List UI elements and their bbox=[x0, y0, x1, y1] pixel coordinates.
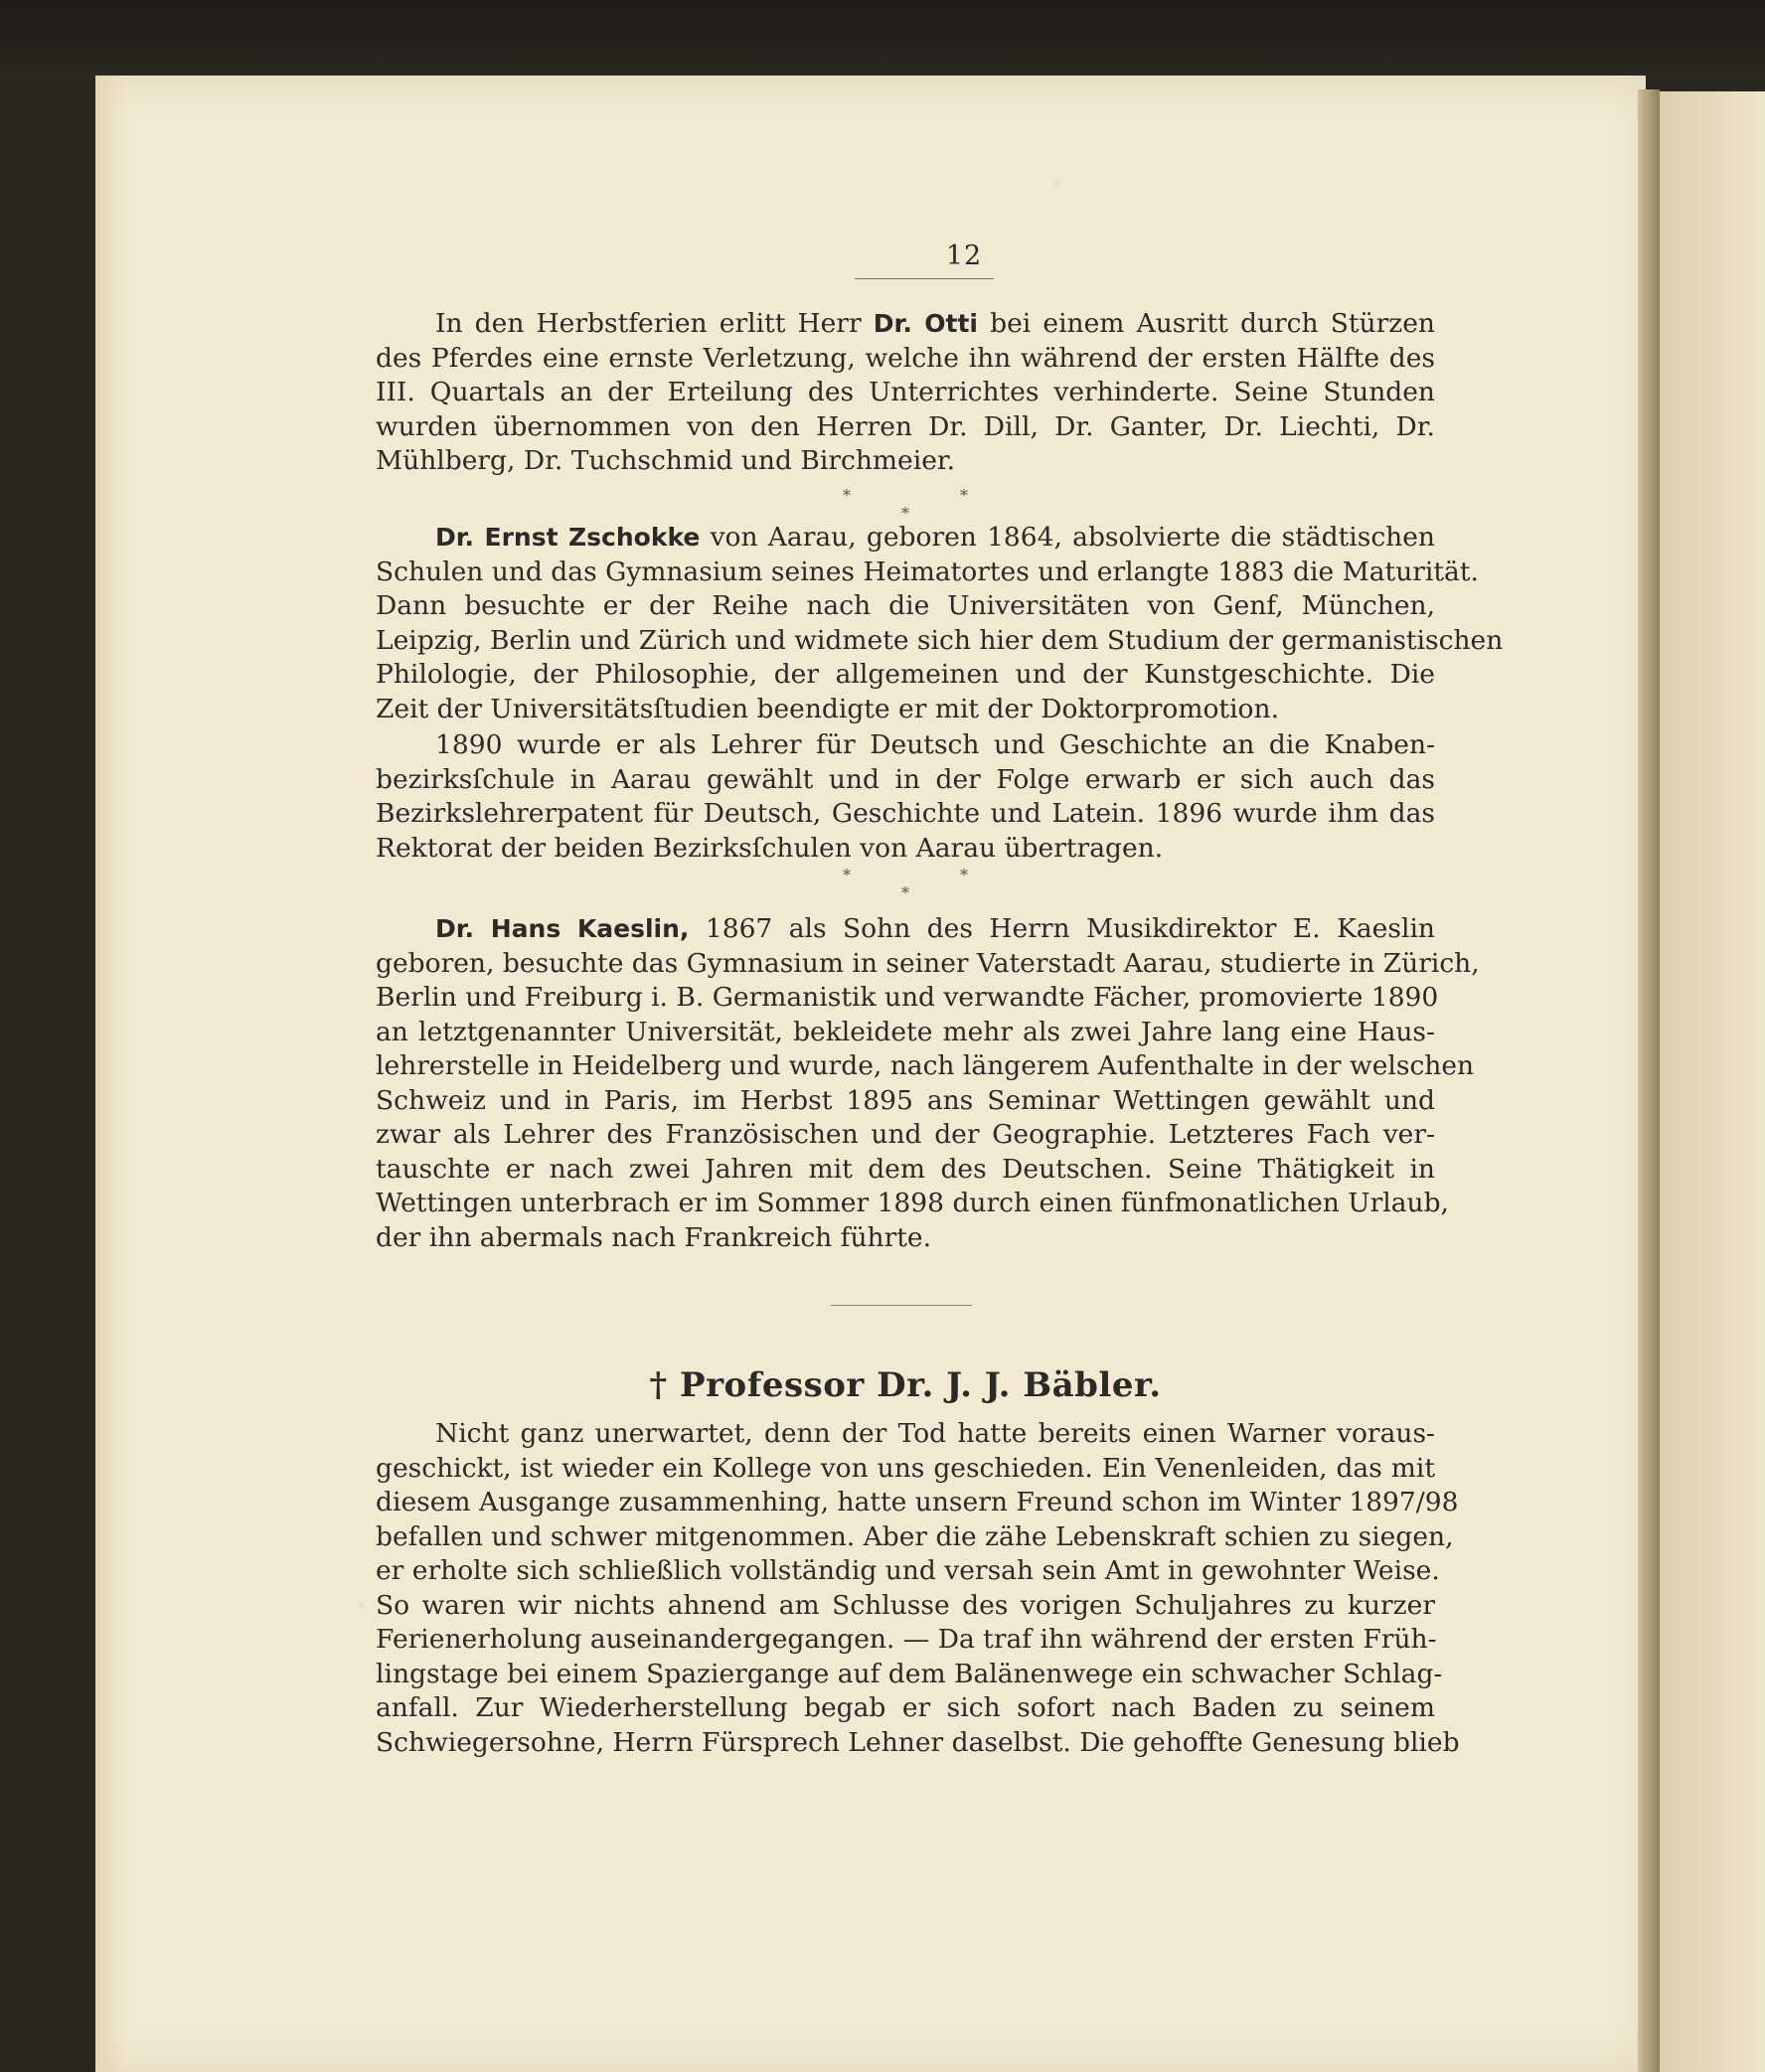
text-line: Schweiz und in Paris, im Herbst 1895 ans Seminar Wettingen gewählt und bbox=[376, 1084, 1435, 1116]
text-line: anfall. Zur Wiederherstellung begab er sich sofort nach Baden zu seinem bbox=[376, 1692, 1435, 1723]
text-line: lehrerstelle in Heidelberg und wurde, nach längerem Aufenthalte in der welschen bbox=[376, 1050, 1475, 1081]
paragraph-zschokke bbox=[376, 521, 1504, 726]
text-line: an letztgenannter Universität, bekleidete mehr als zwei Jahre lang eine Haus- bbox=[376, 1016, 1435, 1047]
paragraph-otti bbox=[376, 307, 1435, 479]
person-name: Dr. Hans Kaeslin, bbox=[435, 914, 690, 943]
text-line: Bezirkslehrerpatent für Deutsch, Geschichte und Latein. 1896 wurde ihm das bbox=[376, 798, 1435, 829]
text-line: Dr. Hans Kaeslin, 1867 als Sohn des Herrn Musikdirektor E. Kaeslin bbox=[435, 913, 1435, 944]
text-line: Philologie, der Philosophie, der allgemeinen und der Kunstgeschichte. Die bbox=[376, 659, 1435, 690]
page-content bbox=[376, 0, 1504, 2072]
text-line: Schulen und das Gymnasium seines Heimatortes und erlangte 1883 die Maturität. bbox=[376, 556, 1479, 587]
text-line: diesem Ausgange zusammenhing, hatte unsern Freund schon im Winter 1897/98 bbox=[376, 1487, 1459, 1517]
text-line: geschickt, ist wieder ein Kollege von uns geschieden. Ein Venenleiden, das mit bbox=[376, 1452, 1435, 1484]
asterism-divider: ** * bbox=[843, 866, 1077, 902]
text-line: zwar als Lehrer des Französischen und der Geographie. Letzteres Fach ver- bbox=[376, 1119, 1435, 1150]
text-line: Nicht ganz unerwartet, denn der Tod hatte bereits einen Warner voraus- bbox=[435, 1418, 1435, 1449]
page-number-rule bbox=[855, 278, 994, 279]
text-line: Ferienerholung auseinandergegangen. — Da traf ihn während der ersten Früh- bbox=[376, 1624, 1437, 1655]
page-number: 12 bbox=[945, 240, 983, 271]
text-line: Zeit der Universitätsſtudien beendigte er mit der Doktorpromotion. bbox=[376, 693, 1279, 724]
text-line: Mühlberg, Dr. Tuchschmid und Birchmeier. bbox=[376, 445, 956, 476]
text-line: befallen und schwer mitgenommen. Aber die zähe Lebenskraft schien zu siegen, bbox=[376, 1520, 1454, 1552]
text-line: er erholte sich schließlich vollständig und versah sein Amt in gewohnter Weise. bbox=[376, 1555, 1440, 1586]
asterism-divider: ** * bbox=[843, 486, 1077, 523]
paragraph-obituary bbox=[376, 1417, 1460, 1760]
text-line: tauschte er nach zwei Jahren mit dem des Deutschen. Seine Thätigkeit in bbox=[376, 1153, 1435, 1185]
paragraph-kaeslin bbox=[376, 912, 1480, 1255]
text-line: lingstage bei einem Spaziergange auf dem Balänenwege ein schwacher Schlag- bbox=[376, 1658, 1443, 1689]
text-line: Wettingen unterbrach er im Sommer 1898 durch einen fünfmonatlichen Urlaub, bbox=[376, 1188, 1449, 1218]
text-line: des Pferdes eine ernste Verletzung, welche ihn während der ersten Hälfte des bbox=[376, 342, 1435, 374]
text-line: 1890 wurde er als Lehrer für Deutsch und Geschichte an die Knaben- bbox=[435, 729, 1435, 760]
obituary-title: † Professor Dr. J. J. Bäbler. bbox=[649, 1365, 1162, 1405]
page-edge-shading bbox=[95, 76, 123, 2072]
text-line: Berlin und Freiburg i. B. Germanistik und verwandte Fächer, promovierte 1890 bbox=[376, 982, 1439, 1013]
section-divider-rule bbox=[831, 1305, 972, 1306]
text-line: Dr. Ernst Zschokke von Aarau, geboren 1864, absolvierte die städtischen bbox=[435, 522, 1436, 553]
text-line: III. Quartals an der Erteilung des Unterrichtes verhinderte. Seine Stunden bbox=[376, 377, 1435, 407]
text-line: der ihn abermals nach Frankreich führte. bbox=[376, 1221, 932, 1253]
text-line: So waren wir nichts ahnend am Schlusse des vorigen Schuljahres zu kurzer bbox=[376, 1589, 1435, 1621]
paragraph-zschokke-2 bbox=[376, 728, 1435, 866]
adjacent-page-edge bbox=[1660, 91, 1765, 2072]
text-line: Dann besuchte er der Reihe nach die Universitäten von Genf, München, bbox=[376, 590, 1435, 621]
text-line: geboren, besuchte das Gymnasium in seiner Vaterstadt Aarau, studierte in Zürich, bbox=[376, 947, 1480, 979]
paper-spot bbox=[358, 1602, 364, 1608]
text-line: In den Herbstferien erlitt Herr Dr. Otti bei einem Ausritt durch Stürzen bbox=[435, 308, 1435, 339]
person-name: Dr. Otti bbox=[873, 309, 978, 338]
book-gutter bbox=[1638, 89, 1660, 2072]
text-line: Schwiegersohne, Herrn Fürsprech Lehner daselbst. Die gehoffte Genesung blieb bbox=[376, 1726, 1460, 1758]
text-line: Rektorat der beiden Bezirksſchulen von Aarau übertragen. bbox=[376, 832, 1164, 864]
person-name: Dr. Ernst Zschokke bbox=[435, 523, 701, 552]
text-line: wurden übernommen von den Herren Dr. Dill, Dr. Ganter, Dr. Liechti, Dr. bbox=[376, 410, 1435, 442]
text-line: Leipzig, Berlin und Zürich und widmete sich hier dem Studium der germanistischen bbox=[376, 624, 1504, 656]
text-line: bezirksſchule in Aarau gewählt und in der Folge erwarb er sich auch das bbox=[376, 763, 1435, 795]
